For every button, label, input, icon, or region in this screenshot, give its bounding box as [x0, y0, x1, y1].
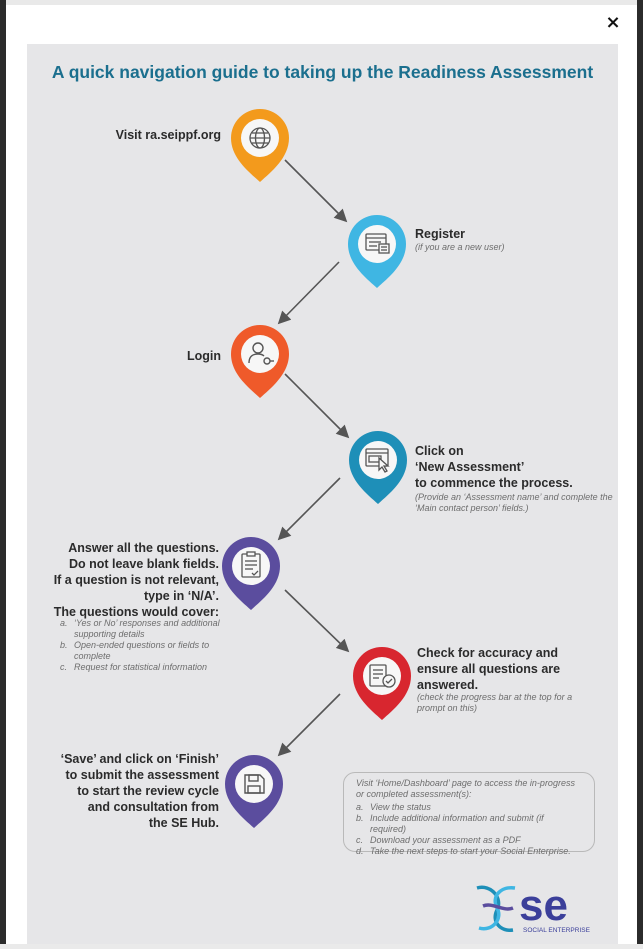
list-marker: a. [60, 618, 68, 628]
step-6-line: ensure all questions are [417, 662, 561, 676]
step-4-line: Click on [415, 444, 464, 458]
list-marker: c. [356, 835, 364, 845]
info-box-list [356, 802, 582, 857]
page-backdrop-right [637, 0, 643, 949]
list-item [60, 640, 220, 662]
flow-arrow [285, 590, 347, 650]
step-6-line: answered. [417, 678, 479, 692]
pin-step-3 [231, 325, 289, 398]
step-7-line: to start the review cycle [77, 784, 219, 798]
pin-step-4 [349, 431, 407, 504]
logo-tagline: SOCIAL ENTERPRISE [523, 927, 590, 934]
pin-step-7 [225, 755, 283, 828]
list-marker: a. [356, 802, 364, 812]
flow-arrow [285, 374, 347, 436]
pin-step-5 [222, 537, 280, 610]
pin-step-1 [231, 109, 289, 202]
step-7-label [37, 751, 219, 831]
list-item [60, 618, 220, 640]
list-item [60, 662, 220, 673]
step-4-note [415, 492, 615, 514]
step-2-note: (if you are a new user) [415, 242, 505, 252]
pin-step-6 [353, 647, 411, 720]
step-6-note [417, 692, 607, 714]
step-6-note-line: prompt on this) [417, 703, 478, 713]
flow-arrow [280, 694, 340, 754]
step-1-label: Visit ra.seippf.org [115, 128, 221, 142]
list-text: Take the next steps to start your Social Enterprise. [370, 846, 571, 856]
social-enterprise-logo [473, 880, 599, 938]
step-7-line: and consultation from [87, 800, 219, 814]
list-marker: b. [60, 640, 68, 650]
step-7-line: ‘Save’ and click on ‘Finish’ [60, 752, 219, 766]
step-7-line: the SE Hub. [148, 816, 219, 830]
step-5-line: If a question is not relevant, [53, 573, 219, 587]
step-5-line: The questions would cover: [53, 605, 219, 619]
step-6-note-line: (check the progress bar at the top for a [417, 692, 573, 702]
list-marker: b. [356, 813, 364, 823]
list-text: ‘Yes or No’ responses and additional supporting details [74, 618, 220, 639]
list-text: Request for statistical information [74, 662, 208, 672]
image-lightbox-modal [6, 5, 637, 946]
list-text: Open-ended questions or fields to complete [74, 640, 210, 661]
step-5-sub-list [60, 618, 220, 673]
step-6-label [417, 645, 607, 693]
step-5-line: Do not leave blank fields. [68, 557, 219, 571]
step-7-line: to submit the assessment [65, 768, 219, 782]
step-2-label: Register [415, 227, 466, 241]
list-marker: d. [356, 846, 364, 856]
pin-step-2 [348, 215, 406, 288]
list-text: Download your assessment as a PDF [370, 835, 521, 845]
step-6-line: Check for accuracy and [417, 646, 559, 660]
logo-wordmark: se [519, 881, 568, 930]
step-5-line: type in ‘N/A’. [143, 589, 219, 603]
step-4-note-line: ‘Main contact person’ fields.) [415, 503, 529, 513]
step-4-line: to commence the process. [415, 476, 573, 490]
step-4-line: ‘New Assessment’ [415, 460, 525, 474]
page-footer-strip [0, 944, 643, 949]
step-3-label: Login [186, 349, 221, 363]
list-text: Include additional information and submit (if required) [370, 813, 544, 834]
step-5-label [37, 540, 219, 620]
list-item [356, 835, 582, 846]
info-box-intro: Visit ‘Home/Dashboard’ page to access the in-progress or completed assessment(s): [356, 778, 575, 799]
close-icon[interactable]: × [605, 12, 621, 33]
list-item [356, 802, 582, 813]
step-4-label [415, 443, 615, 491]
poster-title: A quick navigation guide to taking up the Readiness Assessment [51, 62, 594, 82]
step-5-line: Answer all the questions. [68, 541, 219, 555]
flow-arrow [280, 262, 339, 322]
flow-arrow [285, 160, 345, 220]
flow-arrow [280, 478, 340, 538]
list-item [356, 846, 582, 857]
navigation-guide-poster [27, 44, 618, 946]
list-item [356, 813, 582, 835]
list-marker: c. [60, 662, 68, 672]
list-text: View the status [370, 802, 431, 812]
dashboard-info-box [343, 772, 595, 856]
step-4-note-line: (Provide an ‘Assessment name’ and complete the [415, 492, 613, 502]
